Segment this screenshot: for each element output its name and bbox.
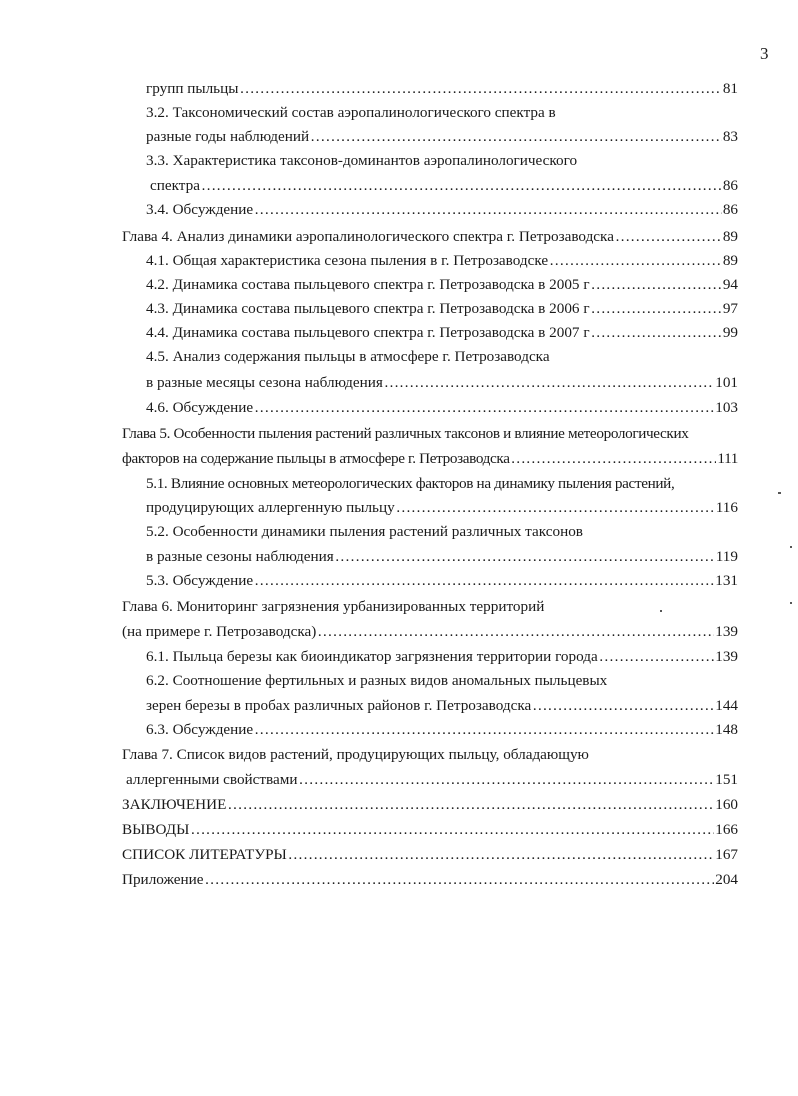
- toc-entry: [146, 274, 738, 296]
- dot-leader: [532, 695, 714, 717]
- toc-entry: [150, 175, 738, 197]
- toc-entry: [146, 250, 738, 272]
- toc-entry-page: 99: [722, 324, 738, 341]
- toc-entry: [146, 102, 738, 124]
- toc-entry-page: 166: [715, 821, 738, 838]
- dot-leader: [190, 819, 714, 841]
- toc-entry: [146, 78, 738, 100]
- dot-leader: [384, 372, 714, 394]
- toc-entry-text: 3.3. Характеристика таксонов-доминантов аэропалинологического: [146, 152, 578, 169]
- dot-leader: [317, 621, 714, 643]
- dot-leader: [310, 126, 722, 148]
- page-number: 3: [760, 44, 769, 63]
- toc-entry: [146, 497, 738, 519]
- toc-entry-text: групп пыльцы: [146, 80, 239, 97]
- scan-artifact: [660, 610, 662, 612]
- dot-leader: [591, 298, 722, 320]
- toc-entry-page: 119: [715, 548, 738, 565]
- toc-entry-page: 83: [722, 128, 738, 145]
- toc-entry-text: факторов на содержание пыльцы в атмосфере г. Петрозаводска: [122, 450, 510, 467]
- toc-entry-page: 86: [722, 177, 738, 194]
- toc-entry: [146, 372, 738, 394]
- toc-entry-text: 3.2. Таксономический состав аэропалинологического спектра в: [146, 104, 556, 121]
- toc-entry-page: 139: [715, 648, 738, 665]
- toc-entry-page: 204: [715, 871, 738, 888]
- toc-entry-page: 103: [715, 399, 738, 416]
- scan-artifact: [778, 492, 781, 494]
- dot-leader: [201, 175, 722, 197]
- toc-entry: [146, 199, 738, 221]
- toc-entry: [146, 521, 738, 543]
- toc-entry-text: 5.3. Обсуждение: [146, 572, 254, 589]
- dot-leader: [288, 844, 714, 866]
- toc-entry-text: Глава 7. Список видов растений, продуцирующих пыльцу, обладающую: [122, 746, 589, 763]
- dot-leader: [299, 769, 715, 791]
- toc-entry-page: 151: [715, 771, 738, 788]
- toc-entry-text: Глава 4. Анализ динамики аэропалинологического спектра г. Петрозаводска: [122, 228, 614, 245]
- toc-entry: [146, 719, 738, 741]
- dot-leader: [511, 448, 717, 470]
- scan-artifact: [790, 602, 792, 604]
- toc-entry: [146, 126, 738, 148]
- toc-chapter: [122, 744, 738, 766]
- toc-entry-page: 94: [722, 276, 738, 293]
- toc-entry: [146, 322, 738, 344]
- toc-entry: [146, 150, 738, 172]
- toc-entry-text: 3.4. Обсуждение: [146, 201, 254, 218]
- toc-entry: [146, 670, 738, 692]
- toc-chapter: [122, 423, 738, 445]
- toc-entry-text: в разные сезоны наблюдения: [146, 548, 334, 565]
- dot-leader: [239, 78, 721, 100]
- toc-entry-text: 6.2. Соотношение фертильных и разных видов аномальных пыльцевых: [146, 672, 608, 689]
- toc-entry-page: 97: [722, 300, 738, 317]
- dot-leader: [599, 646, 714, 668]
- toc-entry-text: аллергенными свойствами: [126, 771, 298, 788]
- toc-entry-text: ЗАКЛЮЧЕНИЕ: [122, 796, 227, 813]
- toc-entry-page: 116: [715, 499, 738, 516]
- toc-entry-page: 101: [715, 374, 738, 391]
- toc-entry: [146, 473, 738, 495]
- toc-section: [122, 819, 738, 841]
- toc-entry-page: 144: [715, 697, 738, 714]
- toc-entry-text: Глава 5. Особенности пыления растений различных таксонов и влияние метеорологических: [122, 425, 689, 442]
- toc-entry-page: 89: [722, 252, 738, 269]
- toc-entry-page: 160: [715, 796, 738, 813]
- toc-entry-text: 5.1. Влияние основных метеорологических факторов на динамику пыления растений,: [146, 475, 675, 492]
- toc-entry: [146, 646, 738, 668]
- toc-entry-text: 6.3. Обсуждение: [146, 721, 254, 738]
- toc-entry: [146, 570, 738, 592]
- toc-chapter: [122, 621, 738, 643]
- dot-leader: [254, 719, 714, 741]
- toc-entry-text: ВЫВОДЫ: [122, 821, 190, 838]
- toc-entry: [146, 695, 738, 717]
- toc-chapter: [122, 448, 738, 470]
- toc-entry-text: 4.3. Динамика состава пыльцевого спектра г. Петрозаводска в 2006 г: [146, 300, 590, 317]
- toc-chapter: [122, 596, 738, 618]
- toc-section: [122, 844, 738, 866]
- toc-entry-text: 4.2. Динамика состава пыльцевого спектра г. Петрозаводска в 2005 г: [146, 276, 590, 293]
- toc-entry-page: 111: [717, 450, 738, 467]
- toc-chapter: [122, 226, 738, 248]
- scan-artifact: [790, 546, 792, 548]
- dot-leader: [254, 199, 722, 221]
- toc-section: [122, 794, 738, 816]
- toc-entry: [146, 397, 738, 419]
- toc-entry-text: 4.5. Анализ содержания пыльцы в атмосфере г. Петрозаводска: [146, 348, 550, 365]
- toc-entry-page: 86: [722, 201, 738, 218]
- toc-entry-page: 167: [715, 846, 738, 863]
- toc-entry-text: Приложение: [122, 871, 204, 888]
- toc-entry-page: 131: [715, 572, 738, 589]
- toc-entry-text: Глава 6. Мониторинг загрязнения урбанизированных территорий: [122, 598, 545, 615]
- toc-entry-text: (на примере г. Петрозаводска): [122, 623, 317, 640]
- toc-entry: [146, 298, 738, 320]
- toc-entry-page: 139: [715, 623, 738, 640]
- toc-chapter: [126, 769, 738, 791]
- toc-entry: [146, 346, 738, 368]
- toc-entry-text: 4.6. Обсуждение: [146, 399, 254, 416]
- toc-entry-text: зерен березы в пробах различных районов г. Петрозаводска: [146, 697, 532, 714]
- dot-leader: [205, 869, 715, 891]
- toc-entry-text: разные годы наблюдений: [146, 128, 310, 145]
- toc-entry-text: продуцирующих аллергенную пыльцу: [146, 499, 395, 516]
- dot-leader: [591, 322, 722, 344]
- toc-entry-text: 5.2. Особенности динамики пыления растений различных таксонов: [146, 523, 583, 540]
- toc-entry-page: 81: [722, 80, 738, 97]
- dot-leader: [591, 274, 722, 296]
- dot-leader: [396, 497, 715, 519]
- toc-entry-text: СПИСОК ЛИТЕРАТУРЫ: [122, 846, 287, 863]
- toc-entry-text: 4.4. Динамика состава пыльцевого спектра г. Петрозаводска в 2007 г: [146, 324, 590, 341]
- toc-entry-text: в разные месяцы сезона наблюдения: [146, 374, 383, 391]
- toc-entry-page: 89: [722, 228, 738, 245]
- toc-entry-text: 4.1. Общая характеристика сезона пыления в г. Петрозаводске: [146, 252, 549, 269]
- toc-entry-text: спектра: [150, 177, 200, 194]
- dot-leader: [227, 794, 714, 816]
- dot-leader: [549, 250, 722, 272]
- dot-leader: [254, 570, 714, 592]
- dot-leader: [615, 226, 722, 248]
- dot-leader: [254, 397, 714, 419]
- toc-entry-text: 6.1. Пыльца березы как биоиндикатор загрязнения территории города: [146, 648, 598, 665]
- toc-entry: [146, 546, 738, 568]
- toc-section: [122, 869, 738, 891]
- toc-entry-page: 148: [715, 721, 738, 738]
- dot-leader: [335, 546, 715, 568]
